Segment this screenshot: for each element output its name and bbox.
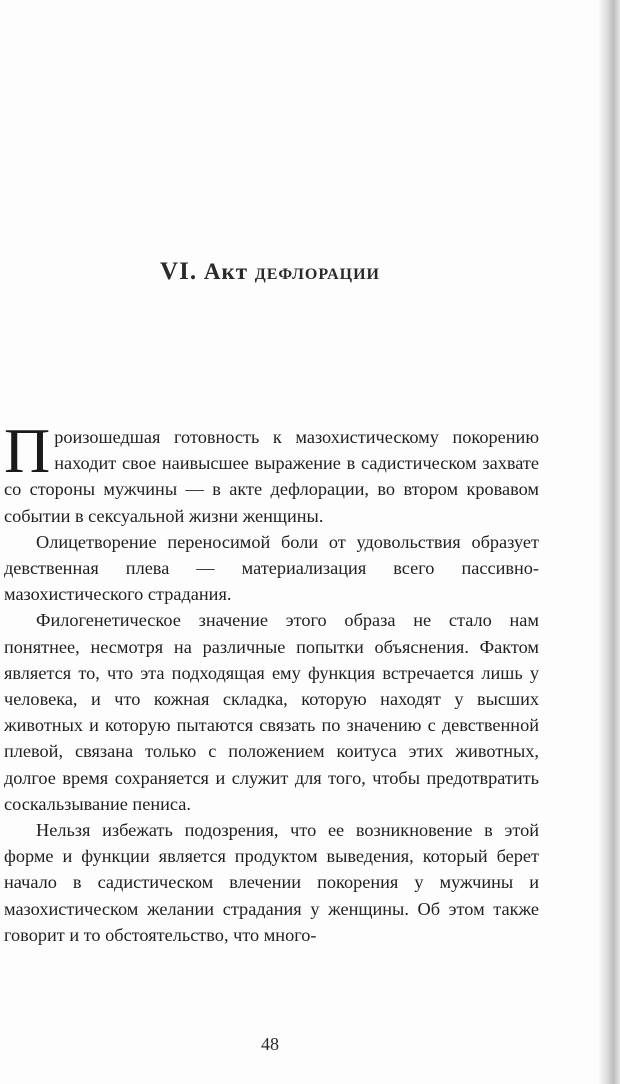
paragraph-1-text: роизошедшая готовность к мазохистическому покорению находит свое наивысшее выражение в садистическом захвате со стороны мужчины — в акте дефлорации, во втором кровавом событии в сексуальной жизни женщины. xyxy=(4,427,539,526)
paragraph-1 xyxy=(4,415,539,529)
body-text xyxy=(4,415,539,948)
drop-cap: П xyxy=(4,415,51,486)
paragraph-3: Филогенетическое значение этого образа не стало нам понятнее, несмотря на различные попытки объяснения. Фактом является то, что эта подходящая ему функция встречается лишь у человека, и что кожная складка, которую находят у высших животных и которую пытаются связать по значению с девственной плевой, связана только с положением коитуса этих животных, долгое время сохраняется и служит для того, чтобы предотвратить соскальзывание пениса. xyxy=(4,610,539,814)
page-number: 48 xyxy=(261,1034,279,1054)
chapter-numeral: VI. xyxy=(160,258,198,285)
paragraph-2: Олицетворение переносимой боли от удовольствия образует девственная плева — материализация всего пассивно-мазохистического страдания. xyxy=(4,531,539,605)
chapter-title-rest: дефлорации xyxy=(254,259,380,284)
chapter-title xyxy=(0,258,540,286)
paragraph-4: Нельзя избежать подозрения, что ее возникновение в этой форме и функции является продуктом выведения, который берет начало в садистическом влечении покорения у мужчины и мазохистическом желании страдания у женщины. Об этом также говорит и то обстоятельство, что много- xyxy=(4,820,539,945)
page-edge-shadow xyxy=(598,0,620,1084)
chapter-title-word: Акт xyxy=(203,259,248,284)
